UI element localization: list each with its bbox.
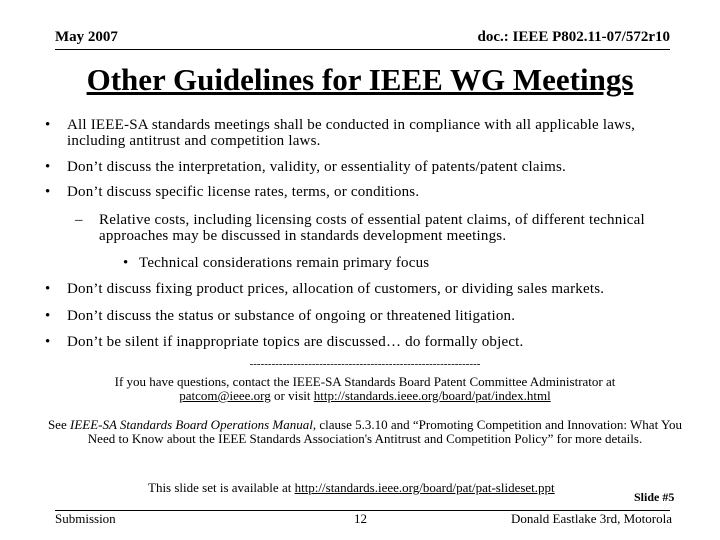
bullet-item [45,308,695,324]
sub-sub-bullet-text: Technical considerations remain primary focus [139,255,430,271]
slideset-text: This slide set is available at [148,480,295,495]
footer-author: Donald Eastlake 3rd, Motorola [510,511,672,526]
footer-page-number: 12 [354,511,367,526]
bullet-item [45,159,695,175]
reference-rest: , clause 5.3.10 and “Promoting Competition and Innovation: What You Need to Know about the IEEE Standards Association's Antitrust and Competition Policy” for more details. [87,417,683,446]
bullet-text: Don’t be silent if inappropriate topics are discussed… do formally object. [67,334,524,350]
contact-info [40,375,690,403]
contact-email-link[interactable]: patcom@ieee.org [179,388,271,403]
header-date: May 2007 [55,29,118,45]
bullet-marker: • [123,255,129,271]
header-doc-id: doc.: IEEE P802.11-07/572r10 [477,29,670,45]
header-rule [55,49,670,50]
bullet-item [45,281,695,297]
slideset-url-link[interactable]: http://standards.ieee.org/board/pat/pat-slideset.ppt [294,480,555,495]
reference-text [40,418,690,446]
bullet-text: Don’t discuss fixing product prices, allocation of customers, or dividing sales markets. [67,281,605,297]
sub-bullet-text: Relative costs, including licensing costs of essential patent claims, of different technical approaches may be discussed in standards development meetings. [99,212,645,244]
bullet-marker: • [45,308,51,324]
bullet-marker: • [45,159,51,175]
dash-marker: – [75,212,83,228]
bullet-text: All IEEE-SA standards meetings shall be conducted in compliance with all applicable laws, including antitrust and competition laws. [67,117,636,149]
bullet-marker: • [45,117,51,133]
slide-number: Slide #5 [634,490,675,504]
reference-see: See [47,417,70,432]
bullet-item [45,184,695,200]
footer-submission: Submission [55,511,116,526]
sub-sub-bullet-item [123,255,429,271]
sub-bullet-item [75,212,695,244]
bullet-marker: • [45,334,51,350]
slideset-availability [148,480,555,496]
bullet-marker: • [45,281,51,297]
contact-or-visit: or visit [270,388,314,403]
bullet-text: Don’t discuss the interpretation, validity, or essentiality of patents/patent claims. [67,159,566,175]
bullet-text: Don’t discuss the status or substance of ongoing or threatened litigation. [67,308,516,324]
bullet-marker: • [45,184,51,200]
separator-line: --------------------------------------------------------------- [249,358,481,370]
bullet-item [45,334,695,350]
patent-url-link[interactable]: http://standards.ieee.org/board/pat/index.html [313,388,551,403]
reference-manual-title: IEEE-SA Standards Board Operations Manual [69,417,313,432]
contact-text: If you have questions, contact the IEEE-SA Standards Board Patent Committee Administrator at [114,374,616,389]
page-title: Other Guidelines for IEEE WG Meetings [86,62,634,97]
bullet-text: Don’t discuss specific license rates, terms, or conditions. [67,184,420,200]
bullet-item [45,117,695,149]
